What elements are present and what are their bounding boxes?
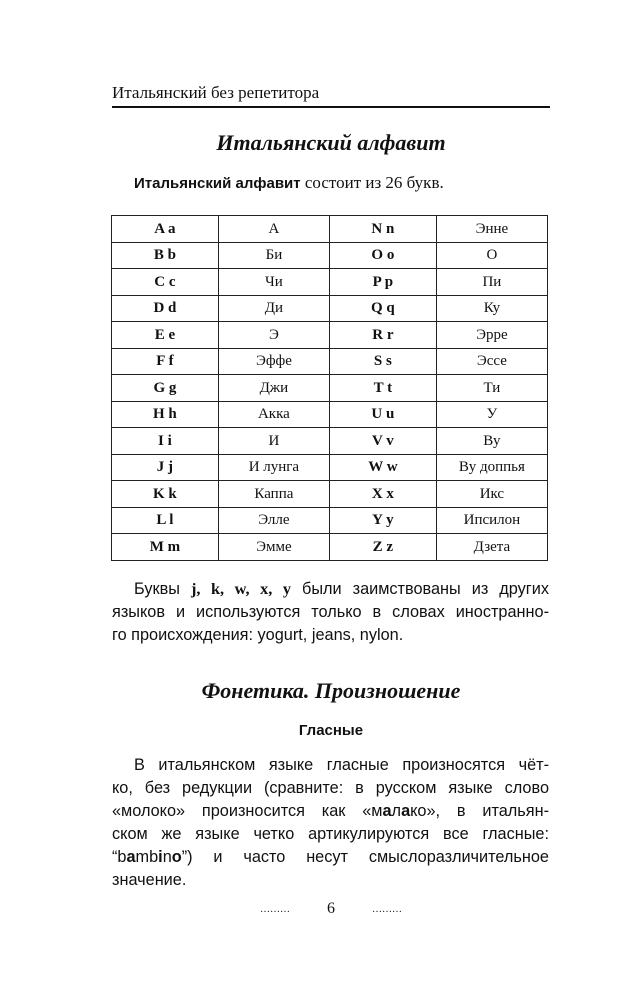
letter-cell: L l: [112, 507, 219, 534]
letter-name-cell: А: [218, 216, 329, 243]
letter-cell: W w: [329, 454, 436, 481]
letter-cell: A a: [112, 216, 219, 243]
letter-name-cell: Ти: [436, 375, 547, 402]
phonetics-title: Фонетика. Произношение: [201, 678, 461, 703]
table-row: [112, 481, 548, 508]
letter-cell: B b: [112, 242, 219, 269]
letter-cell: U u: [329, 401, 436, 428]
letter-cell: Y y: [329, 507, 436, 534]
letter-cell: D d: [112, 295, 219, 322]
vowels-paragraph: [112, 754, 549, 892]
vowels-line-5: “bambino”) и часто несут смыслоразличительное: [112, 848, 549, 866]
letter-name-cell: Би: [218, 242, 329, 269]
letter-name-cell: Э: [218, 322, 329, 349]
table-row: [112, 534, 548, 561]
letter-cell: P p: [329, 269, 436, 296]
letter-cell: Q q: [329, 295, 436, 322]
table-row: [112, 322, 548, 349]
running-header: Итальянский без репетитора: [112, 83, 320, 102]
table-row: [112, 375, 548, 402]
footer-dots-right: ………: [372, 903, 402, 915]
letter-name-cell: И лунга: [218, 454, 329, 481]
letter-name-cell: Каппа: [218, 481, 329, 508]
letter-name-cell: Джи: [218, 375, 329, 402]
letter-cell: E e: [112, 322, 219, 349]
letter-cell: J j: [112, 454, 219, 481]
vowels-line-3: «молоко» произносится как «малако», в итальян-: [112, 802, 549, 820]
letter-name-cell: О: [436, 242, 547, 269]
letter-cell: K k: [112, 481, 219, 508]
table-row: [112, 507, 548, 534]
note-line-3: го происхождения: yogurt, jeans, nylon.: [112, 626, 404, 644]
letter-name-cell: Ди: [218, 295, 329, 322]
letter-name-cell: Энне: [436, 216, 547, 243]
alphabet-intro-rest: состоит из 26 букв.: [300, 173, 444, 192]
vowels-subtitle: Гласные: [298, 722, 364, 739]
alphabet-intro-bold: Итальянский алфавит: [134, 175, 301, 192]
letter-name-cell: Эмме: [218, 534, 329, 561]
letter-name-cell: Дзета: [436, 534, 547, 561]
letter-cell: V v: [329, 428, 436, 455]
footer-dots-left: ………: [260, 903, 290, 915]
letter-cell: S s: [329, 348, 436, 375]
letter-cell: O o: [329, 242, 436, 269]
vowels-line-1: В итальянском языке гласные произносятся чёт-: [134, 756, 549, 774]
note-line-2: языков и используются только в словах иностранно-: [112, 603, 549, 621]
letter-name-cell: Пи: [436, 269, 547, 296]
table-row: [112, 401, 548, 428]
letter-name-cell: Эссе: [436, 348, 547, 375]
table-row: [112, 454, 548, 481]
letter-cell: C c: [112, 269, 219, 296]
letter-name-cell: Ву: [436, 428, 547, 455]
letter-name-cell: Ипсилон: [436, 507, 547, 534]
letter-cell: F f: [112, 348, 219, 375]
vowels-line-2: ко, без редукции (сравните: в русском языке слово: [112, 779, 549, 797]
letter-name-cell: Ку: [436, 295, 547, 322]
header-rule: [112, 106, 550, 108]
table-row: [112, 269, 548, 296]
letter-cell: X x: [329, 481, 436, 508]
letter-cell: G g: [112, 375, 219, 402]
letter-name-cell: Эрре: [436, 322, 547, 349]
letter-name-cell: Икс: [436, 481, 547, 508]
borrowed-letters: j, k, w, x, y: [190, 579, 291, 598]
alphabet-title: Итальянский алфавит: [216, 130, 446, 155]
letter-name-cell: Чи: [218, 269, 329, 296]
letter-cell: N n: [329, 216, 436, 243]
letter-cell: M m: [112, 534, 219, 561]
table-row: [112, 348, 548, 375]
vowels-line-6: значение.: [112, 871, 187, 889]
vowels-line-4: ском же языке четко артикулируются все гласные:: [112, 825, 549, 843]
letter-cell: T t: [329, 375, 436, 402]
letter-cell: R r: [329, 322, 436, 349]
letter-name-cell: У: [436, 401, 547, 428]
alphabet-intro: [134, 172, 444, 195]
letter-name-cell: Эффе: [218, 348, 329, 375]
table-row: [112, 295, 548, 322]
letter-name-cell: Элле: [218, 507, 329, 534]
letter-name-cell: Ву доппья: [436, 454, 547, 481]
borrowed-letters-note: [112, 577, 549, 647]
table-row: [112, 242, 548, 269]
alphabet-table: [111, 215, 548, 561]
letter-name-cell: И: [218, 428, 329, 455]
page-number: 6: [327, 900, 335, 917]
letter-cell: H h: [112, 401, 219, 428]
letter-name-cell: Акка: [218, 401, 329, 428]
table-row: [112, 216, 548, 243]
table-row: [112, 428, 548, 455]
letter-cell: Z z: [329, 534, 436, 561]
note-line-1: Буквы j, k, w, x, y были заимствованы из других: [134, 579, 549, 598]
page-footer: [112, 900, 550, 918]
letter-cell: I i: [112, 428, 219, 455]
